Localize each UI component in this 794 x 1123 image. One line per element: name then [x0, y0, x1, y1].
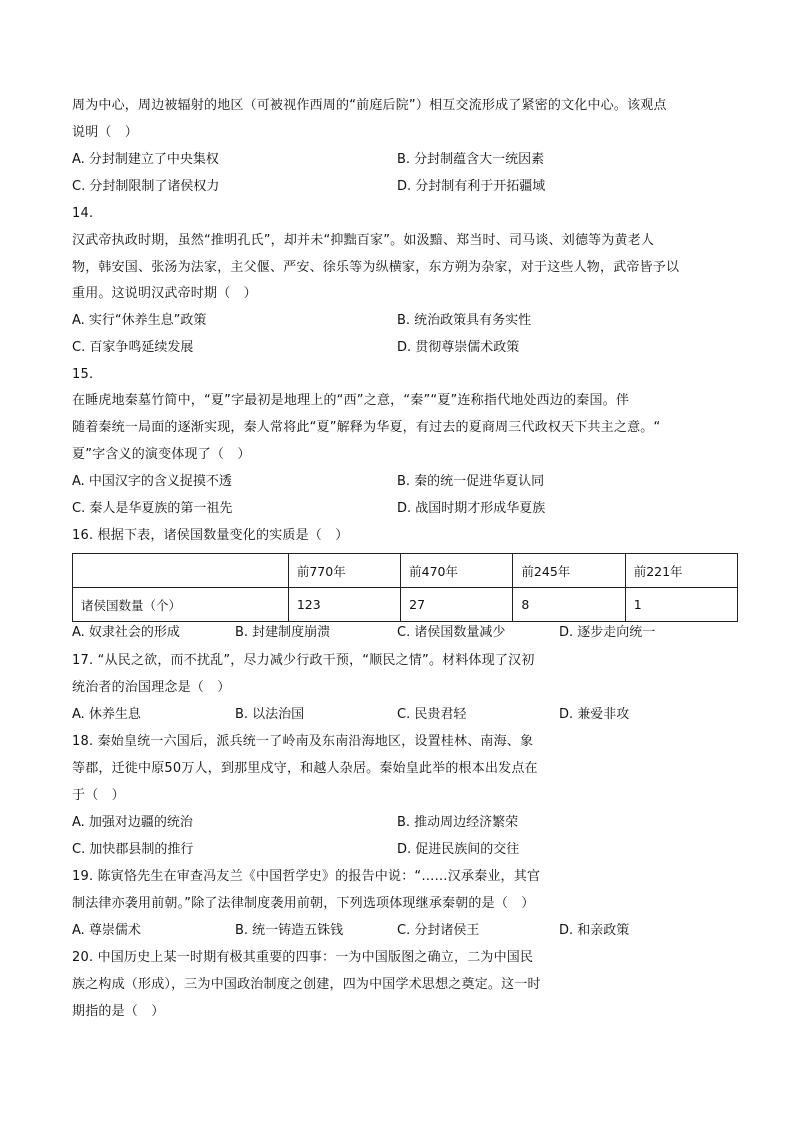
- q15-option-d: D. 战国时期才形成华夏族: [397, 501, 546, 516]
- q19-option-d: D. 和亲政策: [559, 923, 630, 938]
- q14-line-3: 重用。这说明汉武帝时期（ ）: [72, 286, 257, 301]
- q13-line-1: 周为中心，周边被辐射的地区（可被视作西周的“前庭后院”）相互交流形成了紧密的文化中心。该观点: [72, 98, 667, 113]
- q16-table: [72, 553, 738, 622]
- q19-option-a: A. 尊崇儒术: [72, 923, 141, 938]
- q16-option-d: D. 逐步走向统一: [559, 625, 656, 640]
- table-cell: 诸侯国数量（个）: [73, 588, 289, 622]
- q14-option-b: B. 统治政策具有务实性: [397, 313, 532, 328]
- table-cell: 27: [401, 588, 513, 622]
- q14-option-c: C. 百家争鸣延续发展: [72, 340, 194, 355]
- table-cell: 123: [288, 588, 400, 622]
- q15-number: 15.: [72, 367, 94, 382]
- q15-option-b: B. 秦的统一促进华夏认同: [397, 474, 545, 489]
- q14-line-1: 汉武帝执政时期，虽然“推明孔氏”，却并未“抑黜百家”。如汲黯、郑当时、司马谈、刘德等为黄老人: [72, 233, 655, 248]
- q17-line-2: 统治者的治国理念是（ ）: [72, 680, 231, 695]
- q18-line-1: 18. 秦始皇统一六国后，派兵统一了岭南及东南沿海地区，设置桂林、南海、象: [72, 734, 534, 749]
- q14-option-d: D. 贯彻尊崇儒术政策: [397, 340, 520, 355]
- q18-line-3: 于（ ）: [72, 788, 125, 803]
- q18-option-c: C. 加快郡县制的推行: [72, 842, 194, 857]
- q18-option-d: D. 促进民族间的交往: [397, 842, 520, 857]
- q19-line-1: 19. 陈寅恪先生在审查冯友兰《中国哲学史》的报告中说：“……汉承秦业，其官: [72, 869, 541, 884]
- q19-option-b: B. 统一铸造五铢钱: [235, 923, 344, 938]
- q16-stem: 16. 根据下表，诸侯国数量变化的实质是（ ）: [72, 528, 349, 543]
- q19-option-c: C. 分封诸侯王: [397, 923, 480, 938]
- q15-option-a: A. 中国汉字的含义捉摸不透: [72, 474, 232, 489]
- table-header-cell: 前245年: [513, 554, 625, 588]
- q17-line-1: 17. “从民之欲，而不扰乱”，尽力减少行政干预，“顺民之情”。材料体现了汉初: [72, 653, 535, 668]
- q18-option-b: B. 推动周边经济繁荣: [397, 815, 519, 830]
- q20-line-1: 20. 中国历史上某一时期有极其重要的四事：一为中国版图之确立，二为中国民: [72, 950, 534, 965]
- table-header-cell: [73, 554, 289, 588]
- q18-option-a: A. 加强对边疆的统治: [72, 815, 193, 830]
- q13-option-d: D. 分封制有利于开拓疆域: [397, 179, 546, 194]
- q14-option-a: A. 实行“休养生息”政策: [72, 313, 207, 328]
- q19-line-2: 制法律亦袭用前朝。”除了法律制度袭用前朝，下列选项体现继承秦朝的是（ ）: [72, 896, 535, 911]
- table-cell: 8: [513, 588, 625, 622]
- table-cell: 1: [625, 588, 737, 622]
- q15-option-c: C. 秦人是华夏族的第一祖先: [72, 501, 233, 516]
- q15-line-2: 随着秦统一局面的逐渐实现，秦人常将此“夏”解释为华夏，有过去的夏商周三代政权天下共主之意。“: [72, 420, 661, 435]
- q20-line-3: 期指的是（ ）: [72, 1004, 165, 1019]
- q14-line-2: 物，韩安国、张汤为法家，主父偃、严安、徐乐等为纵横家，东方朔为杂家，对于这些人物，武帝皆予以: [72, 260, 680, 275]
- q17-option-a: A. 休养生息: [72, 707, 141, 722]
- q13-option-b: B. 分封制蕴含大一统因素: [397, 152, 545, 167]
- table-header-row: [73, 554, 738, 588]
- table-row: [73, 588, 738, 622]
- q15-line-3: 夏”字含义的演变体现了（ ）: [72, 447, 251, 462]
- q13-option-a: A. 分封制建立了中央集权: [72, 152, 219, 167]
- q15-line-1: 在睡虎地秦墓竹简中，“夏”字最初是地理上的“西”之意，“秦”“夏”连称指代地处西边的秦国。伴: [72, 393, 630, 408]
- table-header-cell: 前470年: [401, 554, 513, 588]
- q18-line-2: 等郡，迁徙中原50万人，到那里戍守，和越人杂居。秦始皇此举的根本出发点在: [72, 761, 538, 776]
- q17-option-b: B. 以法治国: [235, 707, 305, 722]
- table-header-cell: 前221年: [625, 554, 737, 588]
- table-header-cell: 前770年: [288, 554, 400, 588]
- q13-line-2: 说明（ ）: [72, 125, 139, 140]
- q16-option-b: B. 封建制度崩溃: [235, 625, 331, 640]
- q17-option-c: C. 民贵君轻: [397, 707, 467, 722]
- q20-line-2: 族之构成（形成），三为中国政治制度之创建，四为中国学术思想之奠定。这一时: [72, 977, 541, 992]
- q16-option-c: C. 诸侯国数量减少: [397, 625, 506, 640]
- q13-option-c: C. 分封制限制了诸侯权力: [72, 179, 220, 194]
- q17-option-d: D. 兼爱非攻: [559, 707, 630, 722]
- q16-option-a: A. 奴隶社会的形成: [72, 625, 180, 640]
- q14-number: 14.: [72, 206, 94, 221]
